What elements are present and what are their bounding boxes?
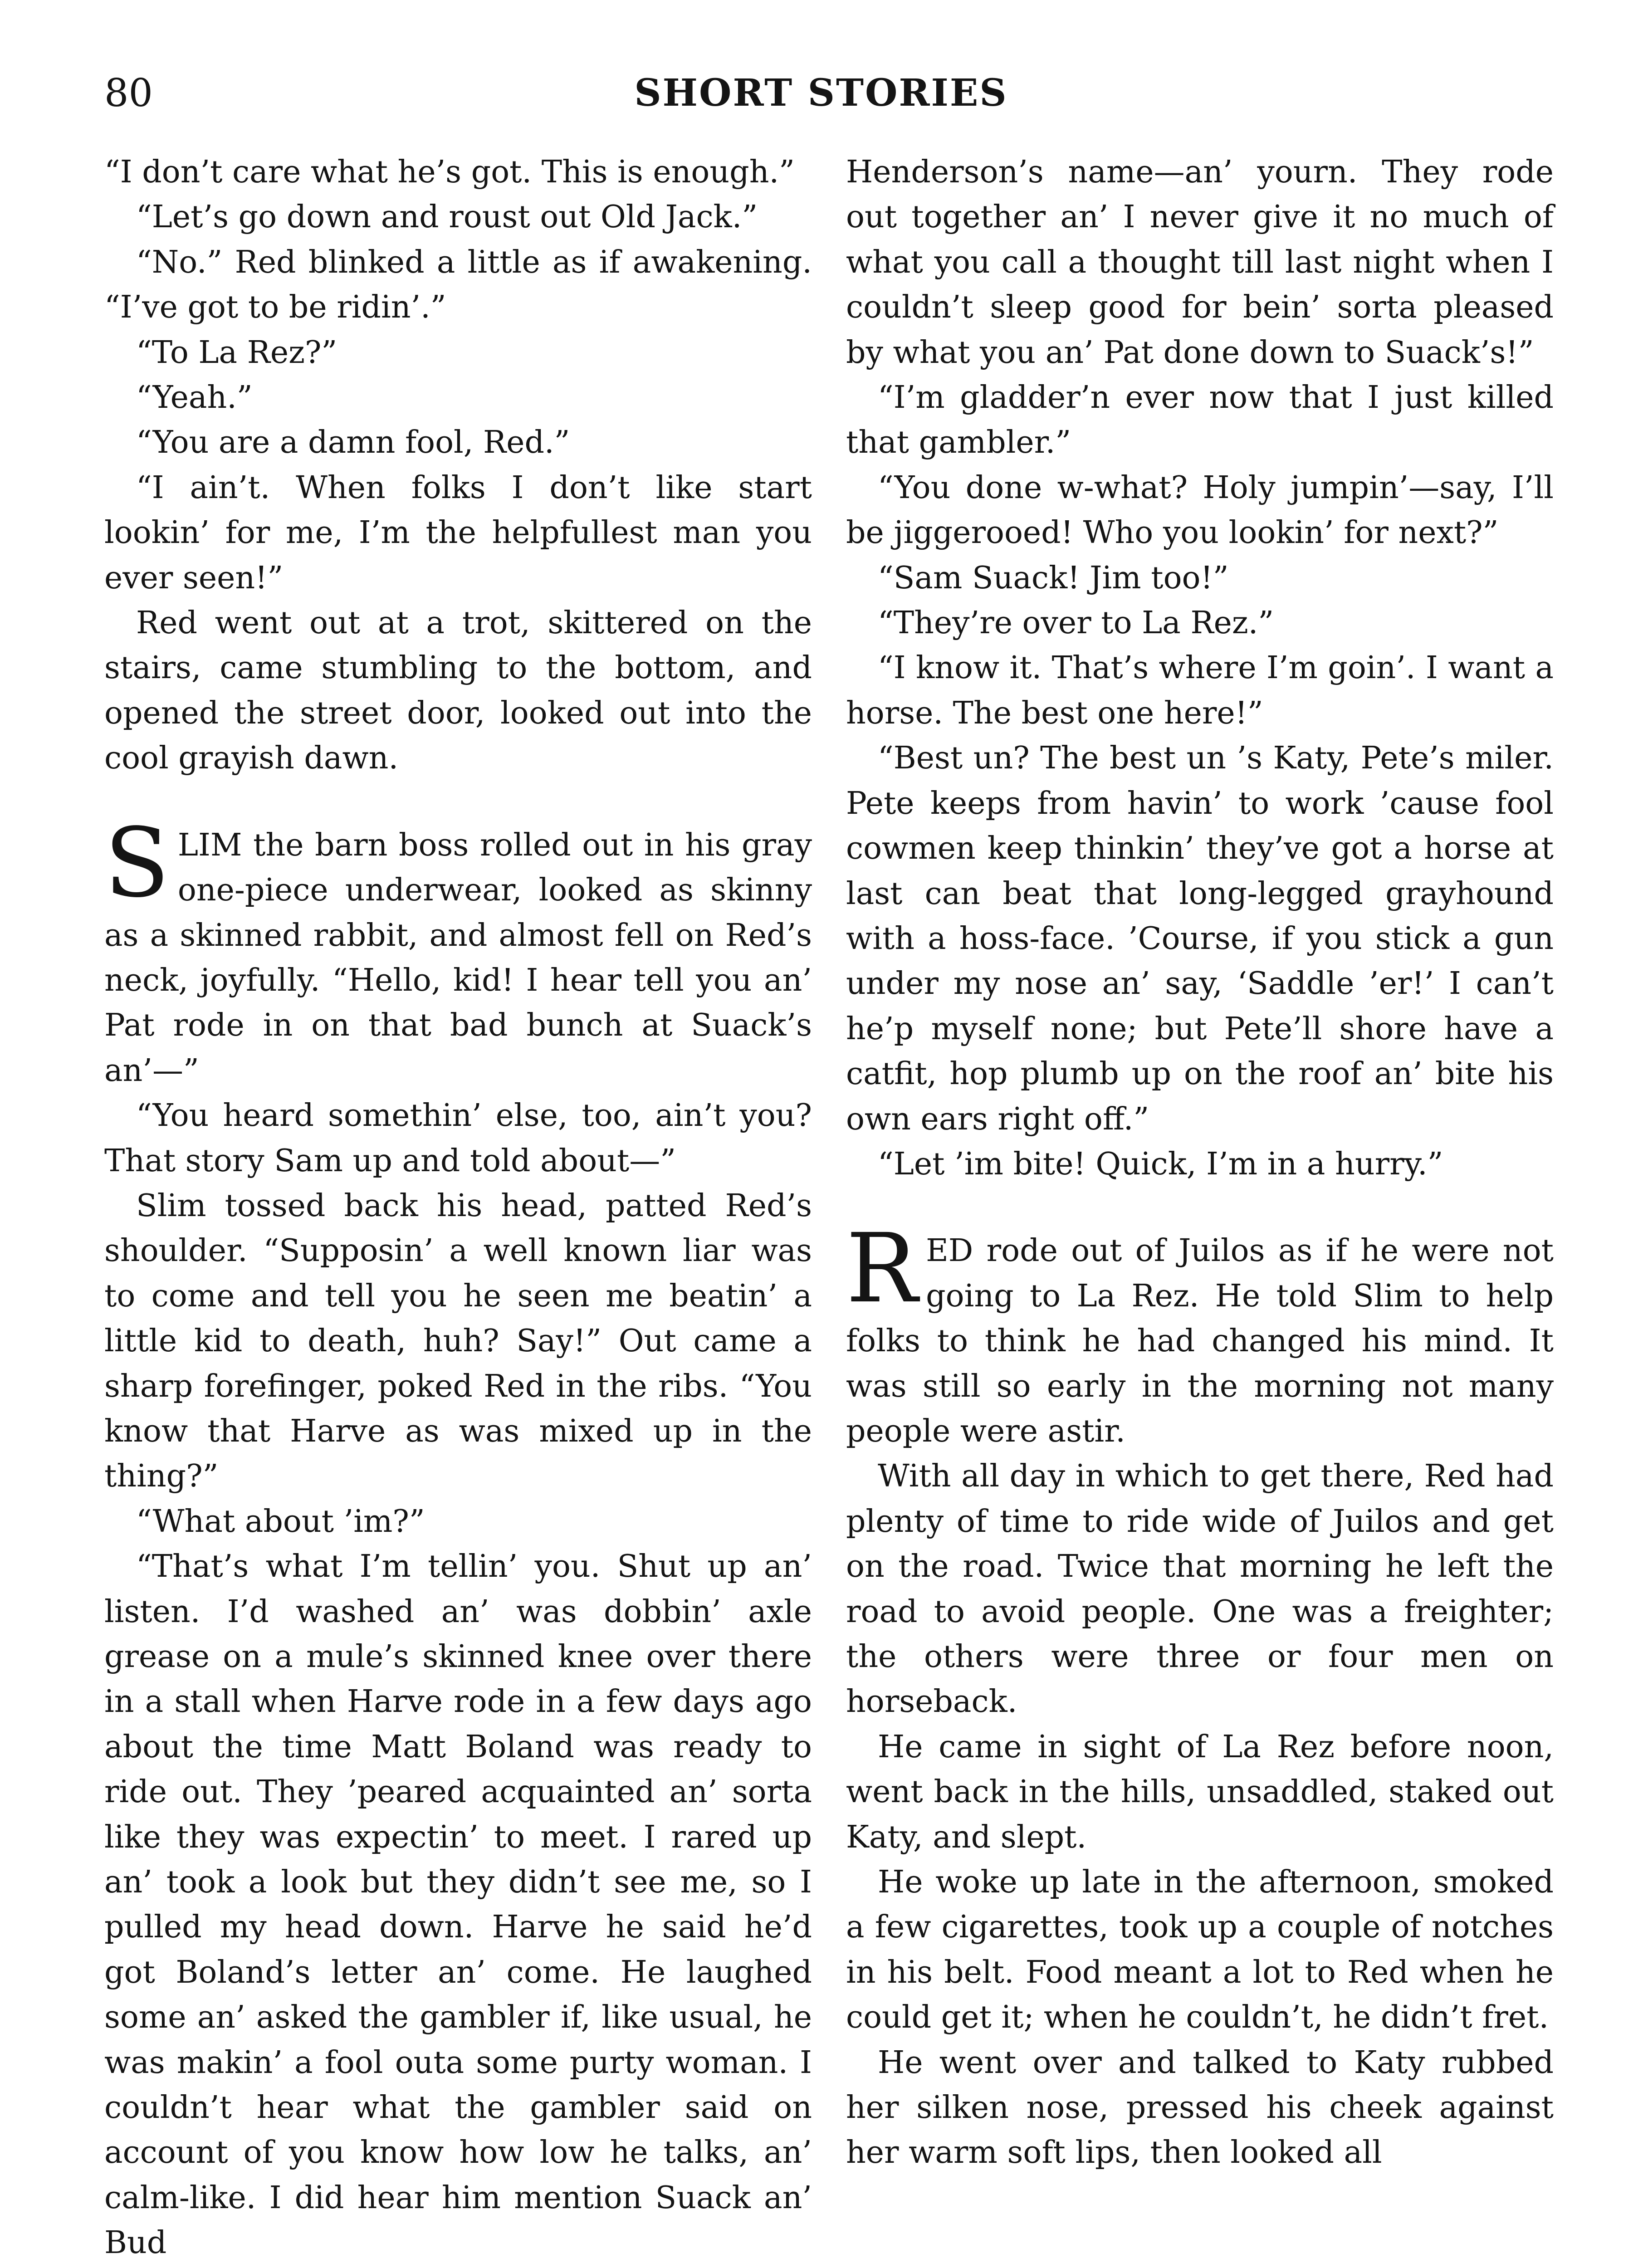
paragraph: He went over and talked to Katy rubbed her silken nose, pressed his cheek against her warm soft lips, then looked all (846, 2044, 1554, 2171)
paragraph: “No.” Red blinked a little as if awakening. “I’ve got to be ridin’.” (104, 244, 812, 326)
section-opening-text: LIM the barn boss rolled out in his gray one-piece underwear, looked as skinny as a skinned rabbit, and almost fell on Red’s neck, joyfully. “Hello, kid! I hear tell you an’ Pat rode in on that bad bunch at Suack’s an’—” (104, 827, 812, 1089)
paragraph: “Yeah.” (136, 380, 253, 416)
paragraph: “You heard somethin’ else, too, ain’t you? That story Sam up and told about—” (104, 1098, 812, 1179)
section-opening-text: ED rode out of Juilos as if he were not going to La Rez. He told Slim to help folks to think he had changed his mind. It was still so early in the morning not many people were astir. (846, 1233, 1554, 1449)
drop-cap: R (846, 1213, 918, 1325)
magazine-title: SHORT STORIES (634, 71, 1008, 115)
paragraph: Red went out at a trot, skittered on the stairs, came stumbling to the bottom, and opened the street door, looked out into the cool grayish dawn. (104, 605, 812, 777)
paragraph: “Sam Suack! Jim too!” (878, 560, 1229, 596)
paragraph: “You are a damn fool, Red.” (136, 425, 570, 461)
section-opening-paragraph (846, 1213, 1554, 1454)
paragraph: With all day in which to get there, Red had plenty of time to ride wide of Juilos and get on the road. Twice that morning he left the road to avoid people. One was a freighter; the others were three or four men on horseback. (846, 1458, 1554, 1720)
paragraph: “Let’s go down and roust out Old Jack.” (136, 199, 758, 235)
paragraph: Slim tossed back his head, patted Red’s shoulder. “Supposin’ a well known liar was to come and tell you he seen me beatin’ a little kid to death, huh? Say!” Out came a sharp forefinger, poked Red in the ribs. “You know that Harve as was mixed up in the thing?” (104, 1188, 812, 1495)
running-header (104, 68, 1538, 127)
paragraph: “Let ’im bite! Quick, I’m in a hurry.” (878, 1146, 1443, 1182)
paragraph: “That’s what I’m tellin’ you. Shut up an’ listen. I’d washed an’ was dobbin’ axle grease on a mule’s skinned knee over there in a stall when Harve rode in a few days ago about the time Matt Boland was ready to ride out. They ’peared acquainted an’ sorta like they was expectin’ to meet. I rared up an’ took a look but they didn’t see me, so I pulled my head down. Harve he said he’d got Boland’s letter an’ come. He laughed some an’ asked the gambler if, like usual, he was makin’ a fool outa some purty woman. I couldn’t hear what the gambler said on account of you know how low he talks, an’ calm-like. I did hear him mention Suack an’ Bud (104, 1549, 812, 2261)
section-opening-paragraph (104, 807, 812, 1093)
paragraph: He woke up late in the afternoon, smoked a few cigarettes, took up a couple of notches in his belt. Food meant a lot to Red when he could get it; when he couldn’t, he didn’t fret. (846, 1864, 1554, 2036)
paragraph: “Best un? The best un ’s Katy, Pete’s miler. Pete keeps from havin’ to work ’cause fool cowmen keep thinkin’ they’ve got a horse at last can beat that long-legged grayhound with a hoss-face. ’Course, if you stick a gun under my nose an’ say, ‘Saddle ’er!’ I can’t he’p myself none; but Pete’ll shore have a catfit, hop plumb up on the roof an’ bite his own ears right off.” (846, 740, 1554, 1137)
paragraph: “I know it. That’s where I’m goin’. I want a horse. The best one here!” (846, 650, 1554, 731)
paragraph: “You done w-what? Holy jumpin’—say, I’ll be jiggerooed! Who you lookin’ for next?” (846, 469, 1554, 551)
right-column (846, 150, 1554, 2175)
paragraph: “To La Rez?” (136, 334, 337, 371)
paragraph: “I ain’t. When folks I don’t like start lookin’ for me, I’m the helpfullest man you ever seen!” (104, 469, 812, 596)
paragraph: “I don’t care what he’s got. This is enough.” (104, 154, 795, 190)
paragraph: “They’re over to La Rez.” (878, 605, 1274, 641)
drop-cap: S (104, 807, 170, 919)
left-column (104, 150, 812, 2266)
page-number: 80 (104, 71, 153, 115)
paragraph: He came in sight of La Rez before noon, went back in the hills, unsaddled, staked out Katy, and slept. (846, 1729, 1554, 1855)
paragraph: “I’m gladder’n ever now that I just killed that gambler.” (846, 380, 1554, 461)
paragraph: “What about ’im?” (136, 1503, 425, 1540)
continued-paragraph: Henderson’s name—an’ yourn. They rode out together an’ I never give it no much of what you call a thought till last night when I couldn’t sleep good for bein’ sorta pleased by what you an’ Pat done down to Suack’s!” (846, 154, 1554, 371)
